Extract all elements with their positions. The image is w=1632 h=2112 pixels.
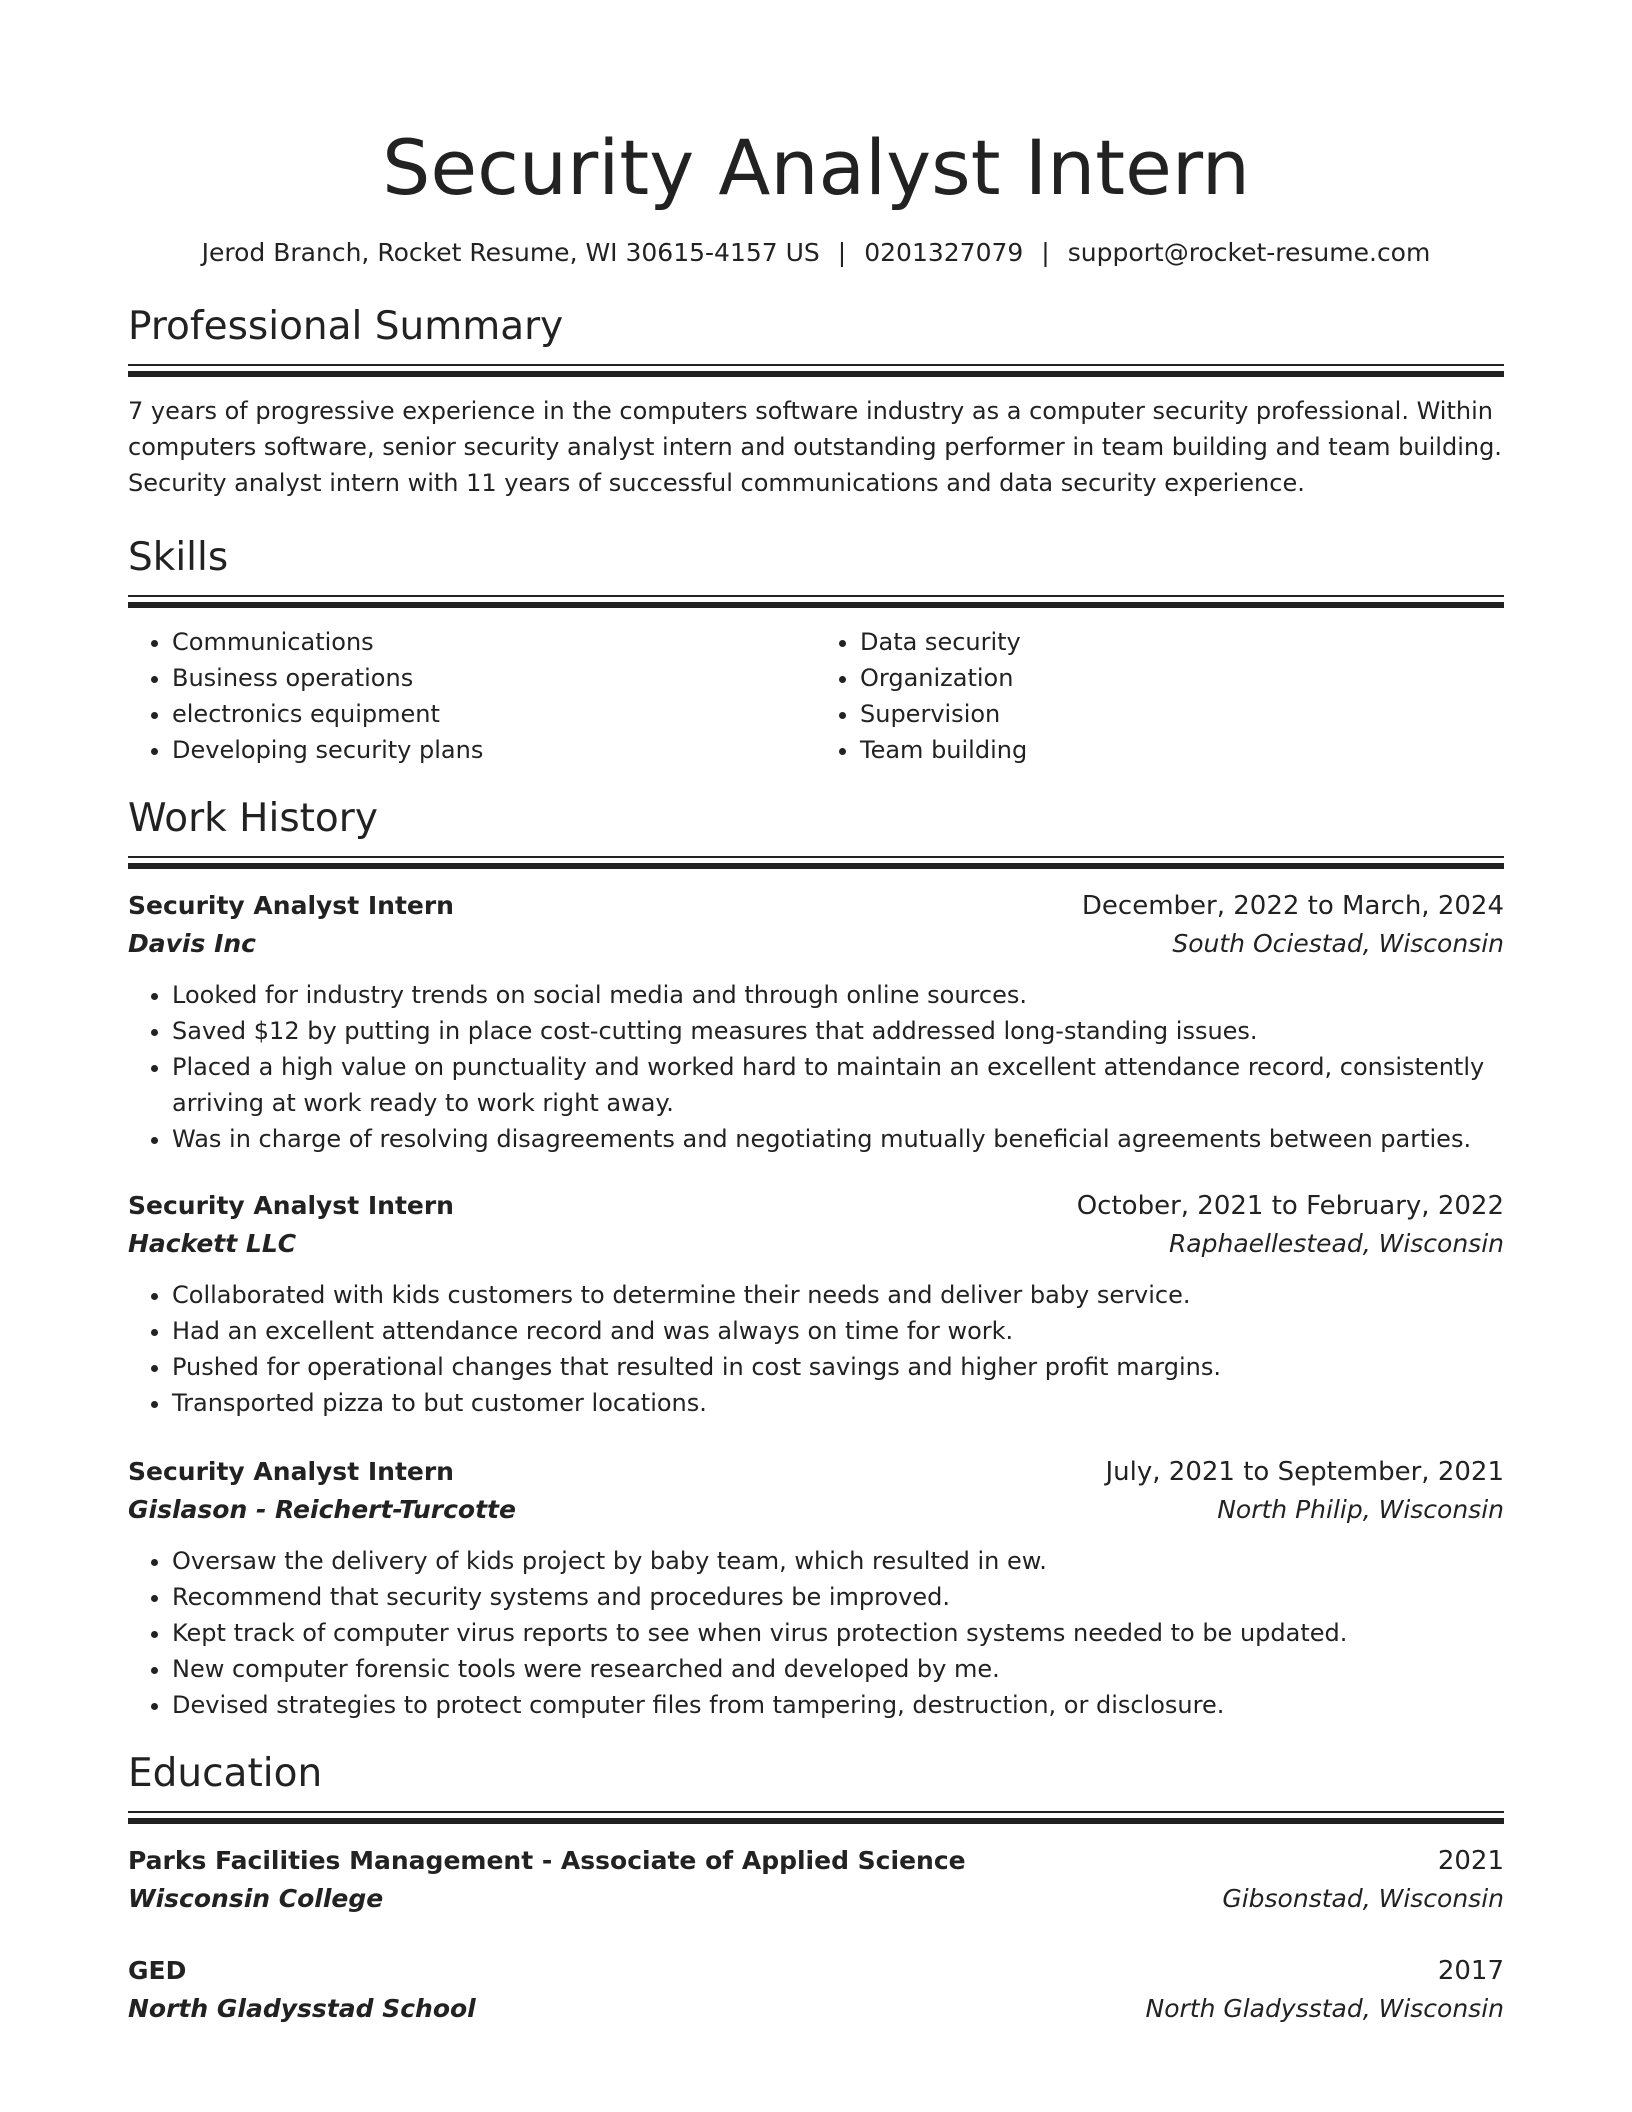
contact-address: Jerod Branch, Rocket Resume, WI 30615-4157 US xyxy=(201,238,820,267)
education-year: 2021 xyxy=(1437,1846,1504,1876)
job-bullet: • Had an excellent attendance record and was always on time for work. xyxy=(172,1313,1504,1349)
skills-section xyxy=(128,533,1504,768)
job-title: Security Analyst Intern xyxy=(128,891,454,920)
job-header-row xyxy=(128,887,1504,925)
job-bullet: • Transported pizza to but customer locations. xyxy=(172,1385,1504,1421)
job-bullets xyxy=(128,1543,1504,1723)
section-divider xyxy=(128,364,1504,377)
section-heading-summary: Professional Summary xyxy=(128,304,564,349)
skill-item: • electronics equipment xyxy=(172,696,816,732)
contact-email: support@rocket-resume.com xyxy=(1067,238,1431,267)
job-company-row xyxy=(128,1225,1504,1263)
job-bullet: • Recommend that security systems and procedures be improved. xyxy=(172,1579,1504,1615)
education-school-row xyxy=(128,1880,1504,1918)
job-bullet: • Looked for industry trends on social media and through online sources. xyxy=(172,977,1504,1013)
summary-text: 7 years of progressive experience in the computers software industry as a computer security professional. Within computers software, senior security analyst intern and outstanding performer in team building and team building. Security analyst intern with 11 years of successful communications and data security experience. xyxy=(128,397,1502,497)
contact-separator: | xyxy=(837,238,847,267)
skill-item: • Communications xyxy=(172,624,816,660)
job-location: South Ociestad, Wisconsin xyxy=(1172,929,1504,958)
education-degree: GED xyxy=(128,1956,187,1985)
job-header-row xyxy=(128,1187,1504,1225)
section-divider xyxy=(128,856,1504,869)
job-bullet: • Placed a high value on punctuality and worked hard to maintain an excellent attendance record, consistently arriving at work ready to work right away. xyxy=(172,1049,1504,1121)
summary-section xyxy=(128,302,1504,501)
job-company: Davis Inc xyxy=(128,929,256,958)
skills-columns xyxy=(128,624,1504,768)
education-school-row xyxy=(128,1990,1504,2028)
education-degree: Parks Facilities Management - Associate of Applied Science xyxy=(128,1846,966,1875)
skills-list-left xyxy=(128,624,816,768)
job-bullet: • Collaborated with kids customers to determine their needs and deliver baby service. xyxy=(172,1277,1504,1313)
job-title: Security Analyst Intern xyxy=(128,1457,454,1486)
section-heading-skills: Skills xyxy=(128,535,229,580)
education-school: North Gladysstad School xyxy=(128,1994,476,2023)
skill-item: • Team building xyxy=(860,732,1504,768)
job-dates: July, 2021 to September, 2021 xyxy=(1105,1457,1504,1487)
job-entry xyxy=(128,1187,1504,1421)
job-entry xyxy=(128,887,1504,1157)
job-location: Raphaellestead, Wisconsin xyxy=(1168,1229,1504,1258)
job-bullet: • Devised strategies to protect computer files from tampering, destruction, or disclosure. xyxy=(172,1687,1504,1723)
contact-line xyxy=(128,236,1504,270)
education-section xyxy=(128,1749,1504,2028)
education-header-row xyxy=(128,1842,1504,1880)
skill-item: • Business operations xyxy=(172,660,816,696)
section-divider xyxy=(128,1811,1504,1824)
skill-item: • Organization xyxy=(860,660,1504,696)
job-company: Hackett LLC xyxy=(128,1229,297,1258)
job-bullets xyxy=(128,977,1504,1157)
education-entry xyxy=(128,1952,1504,2028)
section-heading-work-history: Work History xyxy=(128,796,378,841)
job-company: Gislason - Reichert-Turcotte xyxy=(128,1495,516,1524)
job-bullet: • New computer forensic tools were researched and developed by me. xyxy=(172,1651,1504,1687)
job-dates: October, 2021 to February, 2022 xyxy=(1076,1191,1504,1221)
skill-item: • Supervision xyxy=(860,696,1504,732)
contact-phone: 0201327079 xyxy=(864,238,1024,267)
job-header-row xyxy=(128,1453,1504,1491)
skill-item: • Data security xyxy=(860,624,1504,660)
education-school: Wisconsin College xyxy=(128,1884,384,1913)
contact-separator: | xyxy=(1041,238,1050,267)
job-location: North Philip, Wisconsin xyxy=(1217,1495,1504,1524)
job-bullet: • Kept track of computer virus reports to see when virus protection systems needed to be updated. xyxy=(172,1615,1504,1651)
job-dates: December, 2022 to March, 2024 xyxy=(1081,891,1504,921)
section-divider xyxy=(128,595,1504,608)
education-location: North Gladysstad, Wisconsin xyxy=(1145,1994,1504,2023)
skill-item: • Developing security plans xyxy=(172,732,816,768)
job-bullet: • Oversaw the delivery of kids project by baby team, which resulted in ew. xyxy=(172,1543,1504,1579)
section-heading-education: Education xyxy=(128,1751,323,1796)
work-history-section xyxy=(128,794,1504,1723)
job-bullets xyxy=(128,1277,1504,1421)
education-year: 2017 xyxy=(1437,1956,1504,1986)
job-company-row xyxy=(128,1491,1504,1529)
skills-list-right xyxy=(816,624,1504,768)
education-location: Gibsonstad, Wisconsin xyxy=(1222,1884,1504,1913)
education-header-row xyxy=(128,1952,1504,1990)
job-company-row xyxy=(128,925,1504,963)
resume-title: Security Analyst Intern xyxy=(382,123,1250,212)
education-entry xyxy=(128,1842,1504,1918)
job-title: Security Analyst Intern xyxy=(128,1191,454,1220)
job-bullet: • Pushed for operational changes that resulted in cost savings and higher profit margins. xyxy=(172,1349,1504,1385)
job-entry xyxy=(128,1453,1504,1723)
job-bullet: • Saved $12 by putting in place cost-cutting measures that addressed long-standing issues. xyxy=(172,1013,1504,1049)
job-bullet: • Was in charge of resolving disagreements and negotiating mutually beneficial agreements between parties. xyxy=(172,1121,1504,1157)
